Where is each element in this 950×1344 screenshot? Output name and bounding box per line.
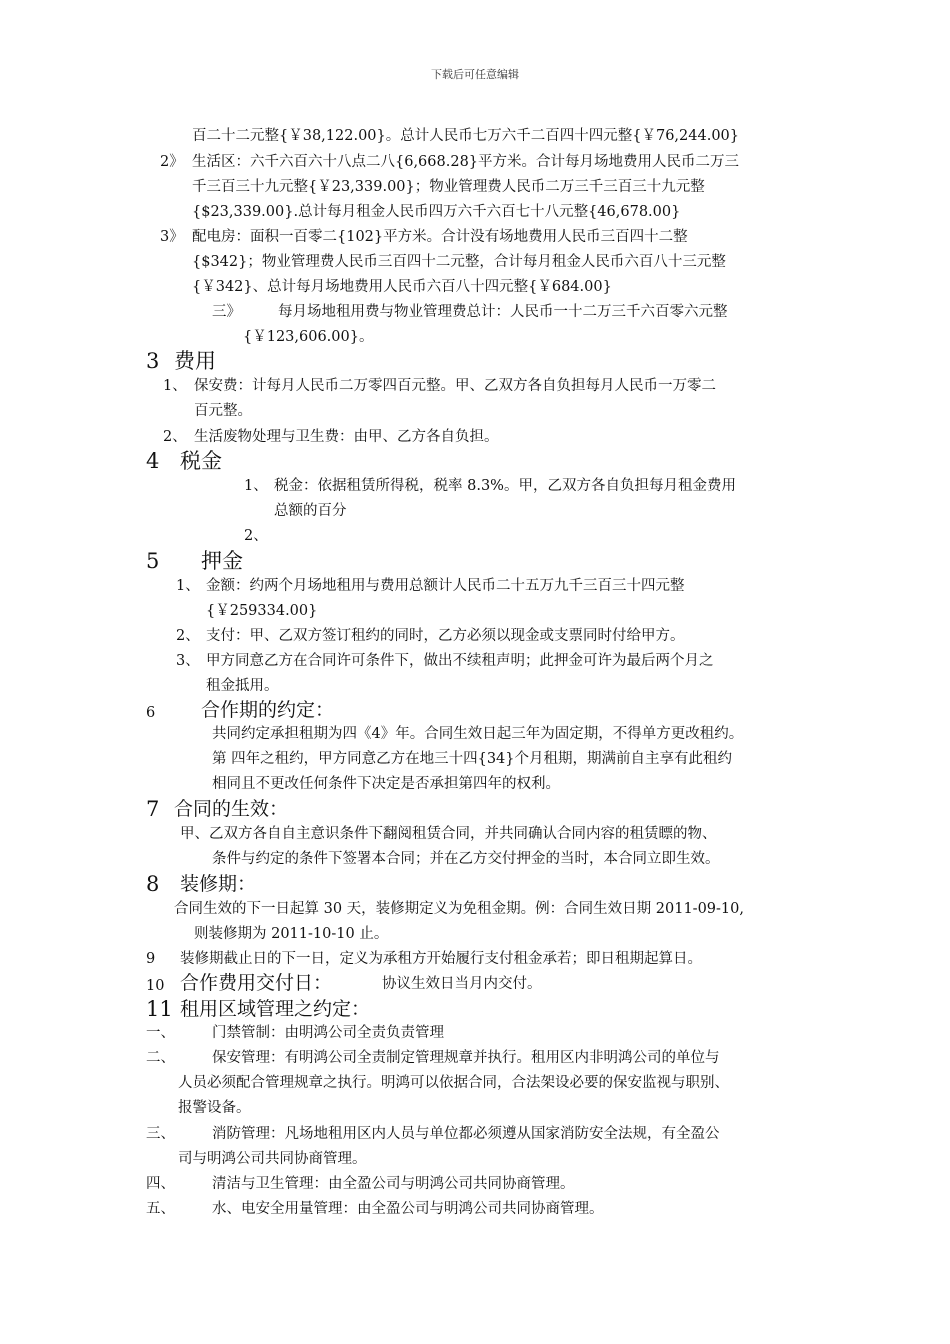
text-line: 总额的百分 <box>274 503 347 519</box>
text-line: {￥259334.00} <box>206 603 318 619</box>
text-line: 税金：依据租赁所得税，税率 8.3%。甲，乙双方各自负担每月租金费用 <box>274 478 736 494</box>
text-line: 第 四年之租约，甲方同意乙方在地三十四{34}个月租期，期满前自主享有此租约 <box>212 751 733 767</box>
text-line: 人员必须配合管理规章之执行。明鸿可以依据合同，合法架设必要的保安监视与职别、 <box>178 1075 729 1091</box>
section-heading: 费用 <box>174 349 216 373</box>
section-heading: 押金 <box>201 549 243 573</box>
text-line: 共同约定承担租期为四《4》年。合同生效日起三年为固定期，不得单方更改租约。 <box>212 726 744 742</box>
text-line: 保安管理：有明鸿公司全责制定管理规章并执行。租用区内非明鸿公司的单位与 <box>212 1050 720 1066</box>
text-line: 条件与约定的条件下签署本合同；并在乙方交付押金的当时，本合同立即生效。 <box>212 851 720 867</box>
text-line: 保安费：计每月人民币二万零四百元整。甲、乙双方各自负担每月人民币一万零二 <box>194 378 716 394</box>
section-number: 10 <box>146 978 165 994</box>
section-heading: 合作期的约定： <box>201 699 335 721</box>
text-line: 金额：约两个月场地租用与费用总额计人民币二十五万九千三百三十四元整 <box>206 578 685 594</box>
text-line: 消防管理：凡场地租用区内人员与单位都必须遵从国家消防安全法规，有全盈公 <box>212 1126 720 1142</box>
text-line: 水、电安全用量管理：由全盈公司与明鸿公司共同协商管理。 <box>212 1201 604 1217</box>
text-line: 配电房：面积一百零二{102}平方米。合计没有场地费用人民币三百四十二整 <box>192 229 688 245</box>
header-note: 下载后可任意编辑 <box>431 68 519 81</box>
item-number: 四、 <box>146 1176 175 1192</box>
text-line: 报警设备。 <box>178 1100 251 1116</box>
text-line: 则装修期为 2011-10-10 止。 <box>194 926 389 942</box>
item-number: 一、 <box>146 1025 175 1041</box>
item-number: 1、 <box>163 378 187 394</box>
text-line: 司与明鸿公司共同协商管理。 <box>178 1151 367 1167</box>
item-number: 1、 <box>244 478 268 494</box>
text-line: 相同且不更改任何条件下决定是否承担第四年的权利。 <box>212 776 560 792</box>
item-number: 2、 <box>244 528 268 544</box>
section-number: 5 <box>146 549 160 573</box>
item-number: 2、 <box>163 429 187 445</box>
section-number: 8 <box>146 872 160 896</box>
text-line: 装修期截止日的下一日，定义为承租方开始履行支付租金承若；即日租期起算日。 <box>180 951 702 967</box>
item-number: 三、 <box>146 1126 175 1142</box>
text-line: 清洁与卫生管理：由全盈公司与明鸿公司共同协商管理。 <box>212 1176 575 1192</box>
text-line: 租金抵用。 <box>206 678 279 694</box>
section-heading: 租用区域管理之约定： <box>180 998 371 1020</box>
text-line: 百元整。 <box>194 403 252 419</box>
item-number: 三》 <box>212 304 241 320</box>
item-number: 1、 <box>176 578 200 594</box>
item-number: 3》 <box>160 229 184 245</box>
text-line: 协议生效日当月内交付。 <box>382 976 542 992</box>
section-heading: 合作费用交付日： <box>180 972 333 994</box>
text-line: 合同生效的下一日起算 30 天，装修期定义为免租金期。例：合同生效日期 2011-09-10, <box>174 901 744 917</box>
section-number: 11 <box>146 997 173 1021</box>
section-number: 6 <box>146 705 156 721</box>
text-line: 千三百三十九元整{￥23,339.00}；物业管理费人民币二万三千三百三十九元整 <box>192 179 705 195</box>
text-line: 甲方同意乙方在合同许可条件下，做出不续租声明；此押金可许为最后两个月之 <box>206 653 714 669</box>
section-heading: 税金 <box>180 449 222 473</box>
item-number: 2》 <box>160 154 184 170</box>
text-line: 每月场地租用费与物业管理费总计：人民币一十二万三千六百零六元整 <box>278 304 728 320</box>
text-line: 百二十二元整{￥38,122.00}。总计人民币七万六千二百四十四元整{￥76,244.00} <box>192 128 739 144</box>
section-heading: 装修期： <box>180 873 257 895</box>
text-line: 支付：甲、乙双方签订租约的同时，乙方必须以现金或支票同时付给甲方。 <box>206 628 685 644</box>
section-heading: 合同的生效： <box>174 798 289 820</box>
item-number: 二、 <box>146 1050 175 1066</box>
text-line: {￥342}、总计每月场地费用人民币六百八十四元整{￥684.00} <box>192 279 612 295</box>
text-line: {￥123,606.00}。 <box>243 329 374 345</box>
section-number: 4 <box>146 449 160 473</box>
section-number: 7 <box>146 797 160 821</box>
section-number: 9 <box>146 951 156 967</box>
text-line: 门禁管制：由明鸿公司全责负责管理 <box>212 1025 444 1041</box>
text-line: 生活区：六千六百六十八点二八{6,668.28}平方米。合计每月场地费用人民币二万三 <box>192 154 740 170</box>
item-number: 五、 <box>146 1201 175 1217</box>
section-number: 3 <box>146 349 160 373</box>
item-number: 3、 <box>176 653 200 669</box>
text-line: 甲、乙双方各自自主意识条件下翻阅租赁合同，并共同确认合同内容的租赁瞟的物、 <box>180 826 717 842</box>
item-number: 2、 <box>176 628 200 644</box>
text-line: {$342}；物业管理费人民币三百四十二元整，合计每月租金人民币六百八十三元整 <box>192 254 726 270</box>
text-line: {$23,339.00}.总计每月租金人民币四万六千六百七十八元整{46,678.00} <box>192 204 681 220</box>
text-line: 生活废物处理与卫生费：由甲、乙方各自负担。 <box>194 429 499 445</box>
